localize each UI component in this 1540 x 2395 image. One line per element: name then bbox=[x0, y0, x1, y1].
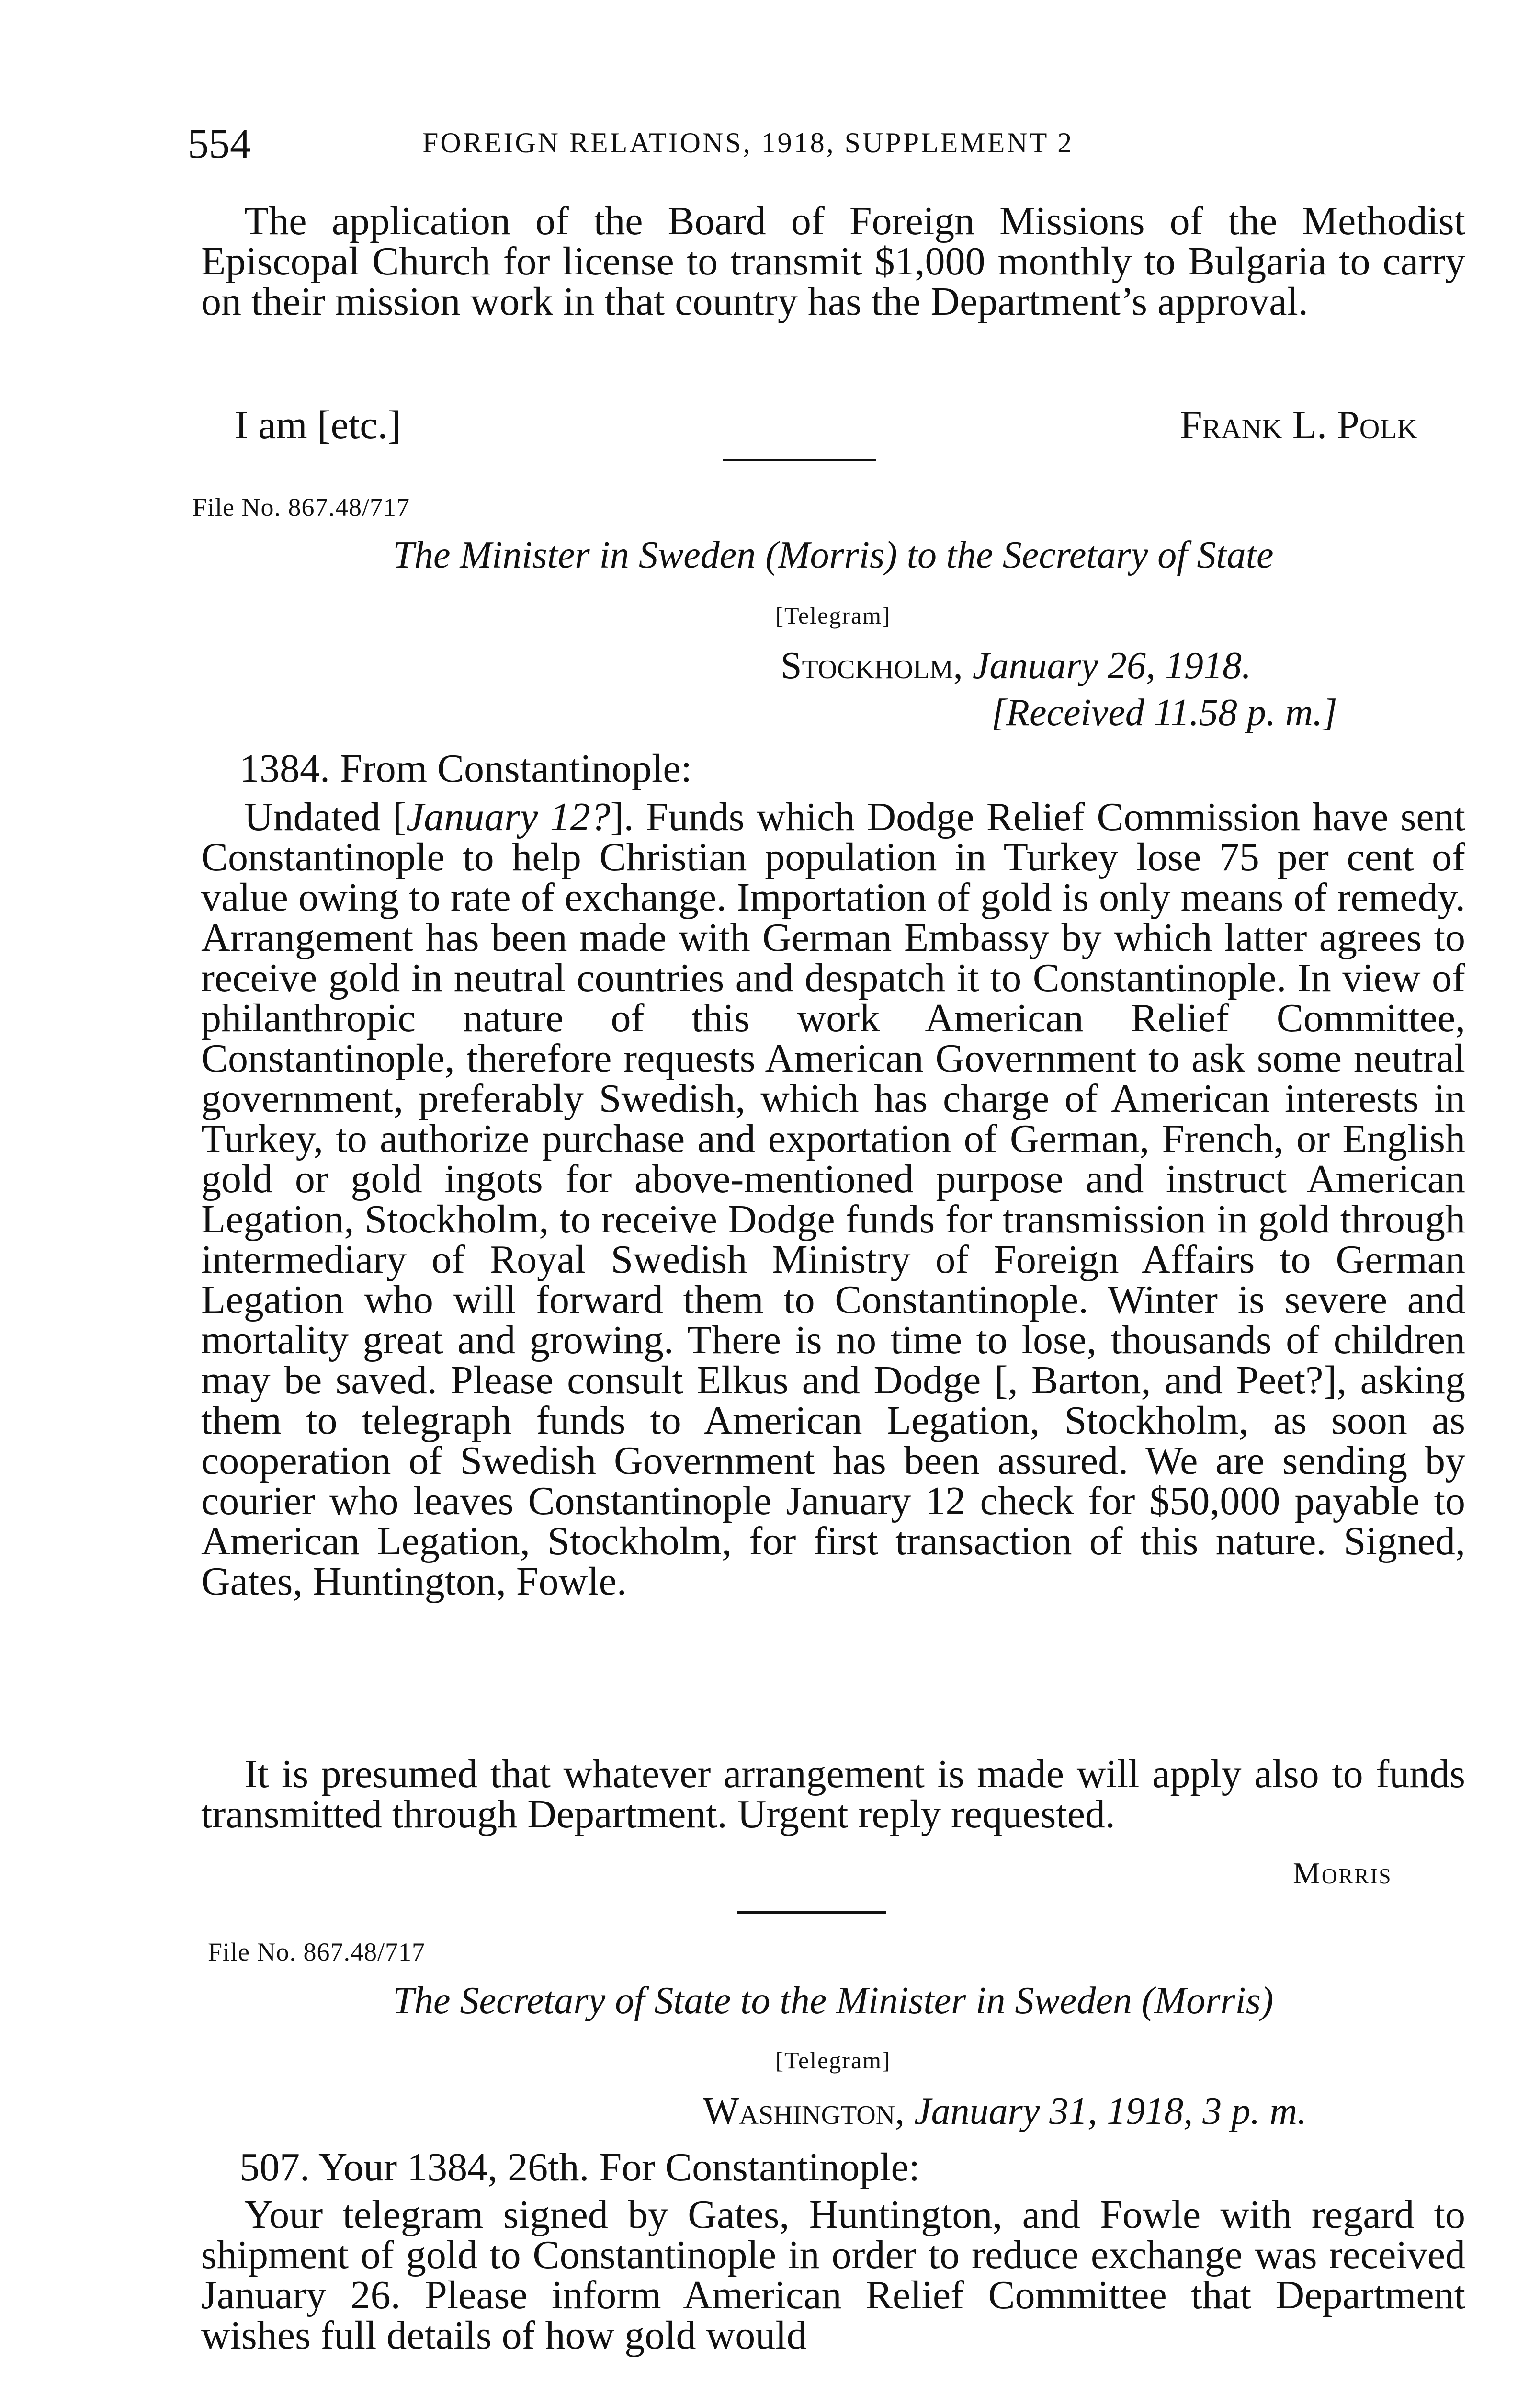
section-divider bbox=[723, 459, 876, 461]
undated-prefix: Undated [ bbox=[244, 795, 406, 839]
undated-date: January 12? bbox=[406, 795, 611, 839]
signature-polk: Frank L. Polk bbox=[1179, 403, 1417, 447]
file-number: File No. 867.48/717 bbox=[192, 493, 410, 522]
document-title: The Secretary of State to the Minister in Sweden (Morris) bbox=[393, 1980, 1274, 2022]
document-title: The Minister in Sweden (Morris) to the Secretary of State bbox=[393, 534, 1274, 576]
telegram-tag: [Telegram] bbox=[775, 2047, 891, 2074]
telegram-number-line: 507. Your 1384, 26th. For Constantinople: bbox=[239, 2145, 920, 2190]
received-time: [Received 11.58 p. m.] bbox=[991, 692, 1337, 734]
opening-paragraph: The application of the Board of Foreign Missions of the Methodist Episcopal Church for license to transmit $1,000 monthly to Bulgaria to carry on their mission work in that country has the Department’s approval. bbox=[201, 199, 1465, 324]
running-head: FOREIGN RELATIONS, 1918, SUPPLEMENT 2 bbox=[422, 127, 1074, 159]
page-number: 554 bbox=[188, 121, 251, 167]
telegram-body bbox=[201, 797, 1465, 1602]
dateline bbox=[703, 2091, 1307, 2132]
dateline-date: January 31, 1918, 3 p. m. bbox=[914, 2090, 1307, 2133]
reply-body: Your telegram signed by Gates, Huntington, and Fowle with regard to shipment of gold to Constantinople in order to reduce exchange was received January 26. Please inform American Relief Committee that Department wishes full details of how gold would bbox=[201, 2192, 1465, 2358]
telegram-number-line: 1384. From Constantinople: bbox=[239, 746, 692, 791]
telegram-tag: [Telegram] bbox=[775, 602, 891, 629]
dateline-date: January 26, 1918. bbox=[972, 645, 1251, 687]
page-header bbox=[188, 120, 1461, 172]
signature-morris: Morris bbox=[1293, 1856, 1393, 1890]
closing-paragraph: It is presumed that whatever arrangement is made will apply also to funds transmitted through Department. Urgent reply requested. bbox=[201, 1752, 1465, 1836]
dateline-place: Stockholm, bbox=[781, 645, 963, 687]
dateline-place: Washington, bbox=[703, 2090, 905, 2133]
dateline bbox=[781, 646, 1251, 686]
closing-phrase: I am [etc.] bbox=[235, 403, 401, 447]
telegram-body-text: ]. Funds which Dodge Relief Commission have sent Constantinople to help Christian population in Turkey lose 75 per cent of value owing to rate of exchange. Importation of gold is only means of remedy. Arrangement has been made with German Embassy by which latter agrees to receive gold in neutral countries and despatch it to Constantinople. In view of philanthropic nature of this work American Relief Committee, Constantinople, therefore requests American Government to ask some neutral government, preferably Swedish, which has charge of American interests in Turkey, to authorize purchase and exportation of German, French, or English gold or gold ingots for above-mentioned purpose and instruct American Legation, Stockholm, to receive Dodge funds for transmission in gold through intermediary of Royal Swedish Ministry of Foreign Affairs to German Legation who will forward them to Constantinople. Winter is severe and mortality great and growing. There is no time to lose, thousands of children may be saved. Please consult Elkus and Dodge [, Barton, and Peet?], asking them to telegraph funds to American Legation, Stockholm, as soon as cooperation of Swedish Government has been assured. We are sending by courier who leaves Constantinople January 12 check for $50,000 payable to American Legation, Stockholm, for first transaction of this nature. Signed, Gates, Huntington, Fowle. bbox=[201, 795, 1465, 1604]
section-divider bbox=[737, 1911, 886, 1914]
file-number: File No. 867.48/717 bbox=[208, 1938, 426, 1966]
